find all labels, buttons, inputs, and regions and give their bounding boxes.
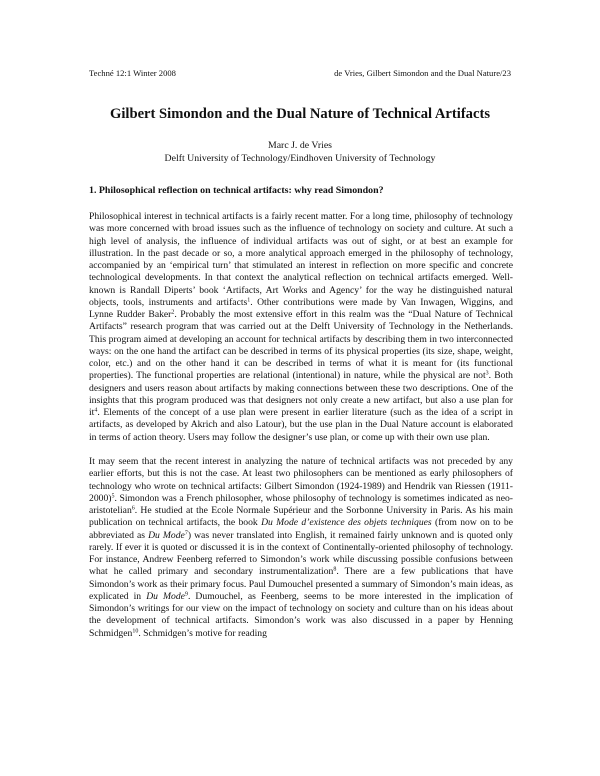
- running-header: [89, 68, 511, 78]
- book-title: Du Mode d’existence des objets techniques: [261, 517, 432, 529]
- footnote-ref: 8: [333, 566, 337, 573]
- author-name: Marc J. de Vries: [268, 140, 332, 151]
- footnote-ref: 7: [184, 530, 188, 536]
- header-page-info: de Vries, Gilbert Simondon and the Dual Nature/23: [334, 68, 511, 78]
- body-text: [89, 211, 513, 652]
- header-journal: Techné 12:1 Winter 2008: [89, 68, 176, 78]
- footnote-ref: 3: [485, 370, 489, 377]
- paper-title: Gilbert Simondon and the Dual Nature of Technical Artifacts: [110, 106, 490, 122]
- footnote-ref: 1: [247, 297, 251, 304]
- footnote-ref: 5: [111, 493, 115, 500]
- book-short-title: Du Mode: [146, 590, 185, 602]
- book-short-title: Du Mode: [148, 529, 185, 541]
- author-affiliation: Delft University of Technology/Eindhoven University of Technology: [164, 153, 436, 164]
- author-block: [60, 139, 540, 165]
- footnote-ref: 4: [94, 407, 98, 414]
- footnote-ref: 2: [171, 309, 175, 316]
- footnote-ref: 6: [131, 505, 135, 512]
- footnote-ref: 9: [184, 591, 188, 598]
- paragraph-2: It may seem that the recent interest in analyzing the nature of technical artifacts was not preceded by any earlier efforts, but this is not the case. At least two philosophers can be mentioned as early philosophers of technology who wrote on technical artifacts: Gilbert Simondon (1924-1989) and Hendrik van Riessen (1911-2000)$^5$. Simondon was a French philosopher, whose philosophy of technology is sometimes indicated as neo-aristotelian$^6$. He studied at the Ecole Normale Supérieur and the Sorbonne University in Paris. As his main publication on technical artifacts, the book Du Mode d’existence des objets techniques (from now on to be abbreviated as Du Mode$^7$) was never translated into English, it remained fairly unknown and is quoted only rarely. If ever it is quoted or discussed it is in the context of Continentally-oriented philosophy of technology. For instance, Andrew Feenberg referred to Simondon’s work while discussing possible confusions between what he called primary and secondary instrumentalization$^8$. There are a few publications that have Simondon’s work as their primary focus. Paul Dumouchel presented a summary of Simondon’s main ideas, as explicated in Du Mode$^9$. Dumouchel, as Feenberg, seems to be more interested in the implication of Simondon’s writings for our view on the impact of technology on society and culture than on his ideas about the development of technical artifacts. Simondon’s work was also discussed in a paper by Henning Schmidgen$^{10}$. Schmidgen’s motive for reading: [89, 456, 514, 639]
- paragraph-1: Philosophical interest in technical artifacts is a fairly recent matter. For a long time, philosophy of technology was more concerned with broad issues such as the influence of technology on society and culture. At such a high level of analysis, the influence of individual artifacts was out of sight, or at best an example for illustration. In the past decade or so, a more analytical approach emerged in the philosophy of technology, accompanied by an ‘empirical turn’ that stimulated an interest in reflection on more specific and concrete technological developments. In that context the analytical reflection on technical artifacts emerged. Well-known is Randall Diperts’ book ‘Artifacts, Art Works and Agency’ for the way he distinguished natural objects, tools, instruments and artifacts$^1$. Other contributions were made by Van Inwagen, Wiggins, and Lynne Rudder Baker$^2$. Probably the most extensive effort in this realm was the “Dual Nature of Technical Artifacts” research program that was carried out at the Delft University of Technology in the Netherlands. This program aimed at developing an account for technical artifacts by describing them in two interconnected ways: on the one hand the artifact can be described in terms of its physical properties (its size, shape, weight, color, etc.) and on the other hand it can be described in terms of what it is meant for (its functional properties). The functional properties are relational (intentional) in nature, while the physical are not$^3$. Both designers and users reason about artifacts by making connections between these two descriptions. One of the insights that this program produced was that designers not only create a new artifact, but also a use plan for $it^4$. Elements of the concept of a use plan were present in earlier literature (such as the idea of a script in artifacts, as developed by Akrich and also Latour), but the use plan in the Dual Nature account is elaborated in terms of action theory. Users may follow the designer’s use plan, or come up with their own use plan.: [89, 211, 513, 443]
- section-heading: 1. Philosophical reflection on technical artifacts: why read Simondon?: [89, 185, 384, 196]
- footnote-ref: 10: [132, 628, 139, 634]
